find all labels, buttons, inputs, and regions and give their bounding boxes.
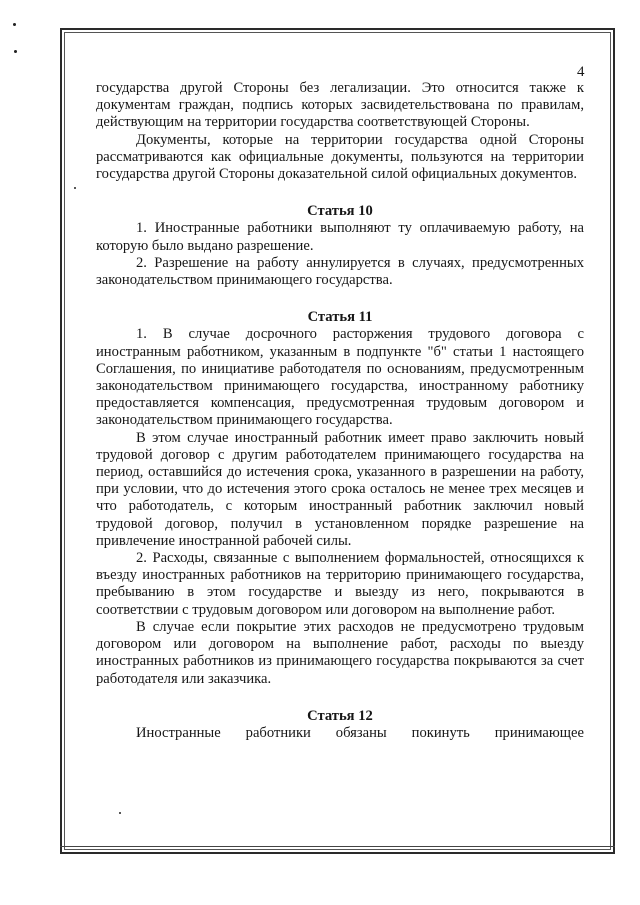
article-paragraph: Иностранные работники обязаны покинуть принимающее bbox=[136, 724, 584, 741]
article-paragraph: 2. Расходы, связанные с выполнением формальностей, относящихся к въезду иностранных работников на территорию принимающего государства, пребыванию в этом государстве и выезду из него, покрываются в соответствии с трудовым договором или договором на выполнение работ. bbox=[96, 550, 584, 618]
article-12 bbox=[96, 708, 584, 742]
article-heading: Статья 11 bbox=[307, 309, 373, 326]
article-paragraph: 1. Иностранные работники выполняют ту оплачиваемую работу, на которую было выдано разрешение. bbox=[96, 220, 584, 254]
page-number: 4 bbox=[577, 64, 585, 80]
article-paragraph: 2. Разрешение на работу аннулируется в случаях, предусмотренных законодательством принимающего государства. bbox=[96, 254, 584, 289]
article-paragraph: 1. В случае досрочного расторжения трудового договора с иностранным работником, указанным в подпункте "б" статьи 1 настоящего Соглашения, по инициативе работодателя по основаниям, предусмотренным законодательством принимающего государства, иностранному работнику предоставляется компенсация, предусмотренная трудовым договором и законодательством принимающего государства. bbox=[96, 326, 584, 429]
page-border-bottom-line bbox=[60, 846, 615, 847]
scan-speck bbox=[14, 50, 17, 53]
article-10 bbox=[96, 203, 584, 289]
article-paragraph: В этом случае иностранный работник имеет право заключить новый трудовой договор с другим работодателем принимающего государства на период, оставшийся до истечения срока, указанного в разрешении на работу, при условии, что до истечения этого срока осталось не менее трех месяцев и что работодатель, с которым иностранный работник заключил новый трудовой договор, получил в установленном порядке разрешение на привлечение иностранной рабочей силы. bbox=[96, 429, 584, 549]
article-11 bbox=[96, 309, 584, 687]
article-heading: Статья 12 bbox=[307, 707, 373, 724]
document-body bbox=[96, 80, 584, 742]
paragraph: Документы, которые на территории государства одной Стороны рассматриваются как официальные документы, пользуются на территории государства другой Стороны доказательной силой официальных документов. bbox=[96, 131, 584, 183]
paragraph-continued: государства другой Стороны без легализации. Это относится также к документам граждан, подпись которых засвидетельствована по правилам, действующим на территории государства соответствующей Стороны. bbox=[96, 80, 584, 131]
article-paragraph: В случае если покрытие этих расходов не предусмотрено трудовым договором или договором на выполнение работ, расходы по выезду иностранных работников из принимающего государства покрываются за счет работодателя или заказчика. bbox=[96, 618, 584, 687]
article-heading: Статья 10 bbox=[307, 203, 373, 220]
scan-speck bbox=[13, 23, 16, 26]
